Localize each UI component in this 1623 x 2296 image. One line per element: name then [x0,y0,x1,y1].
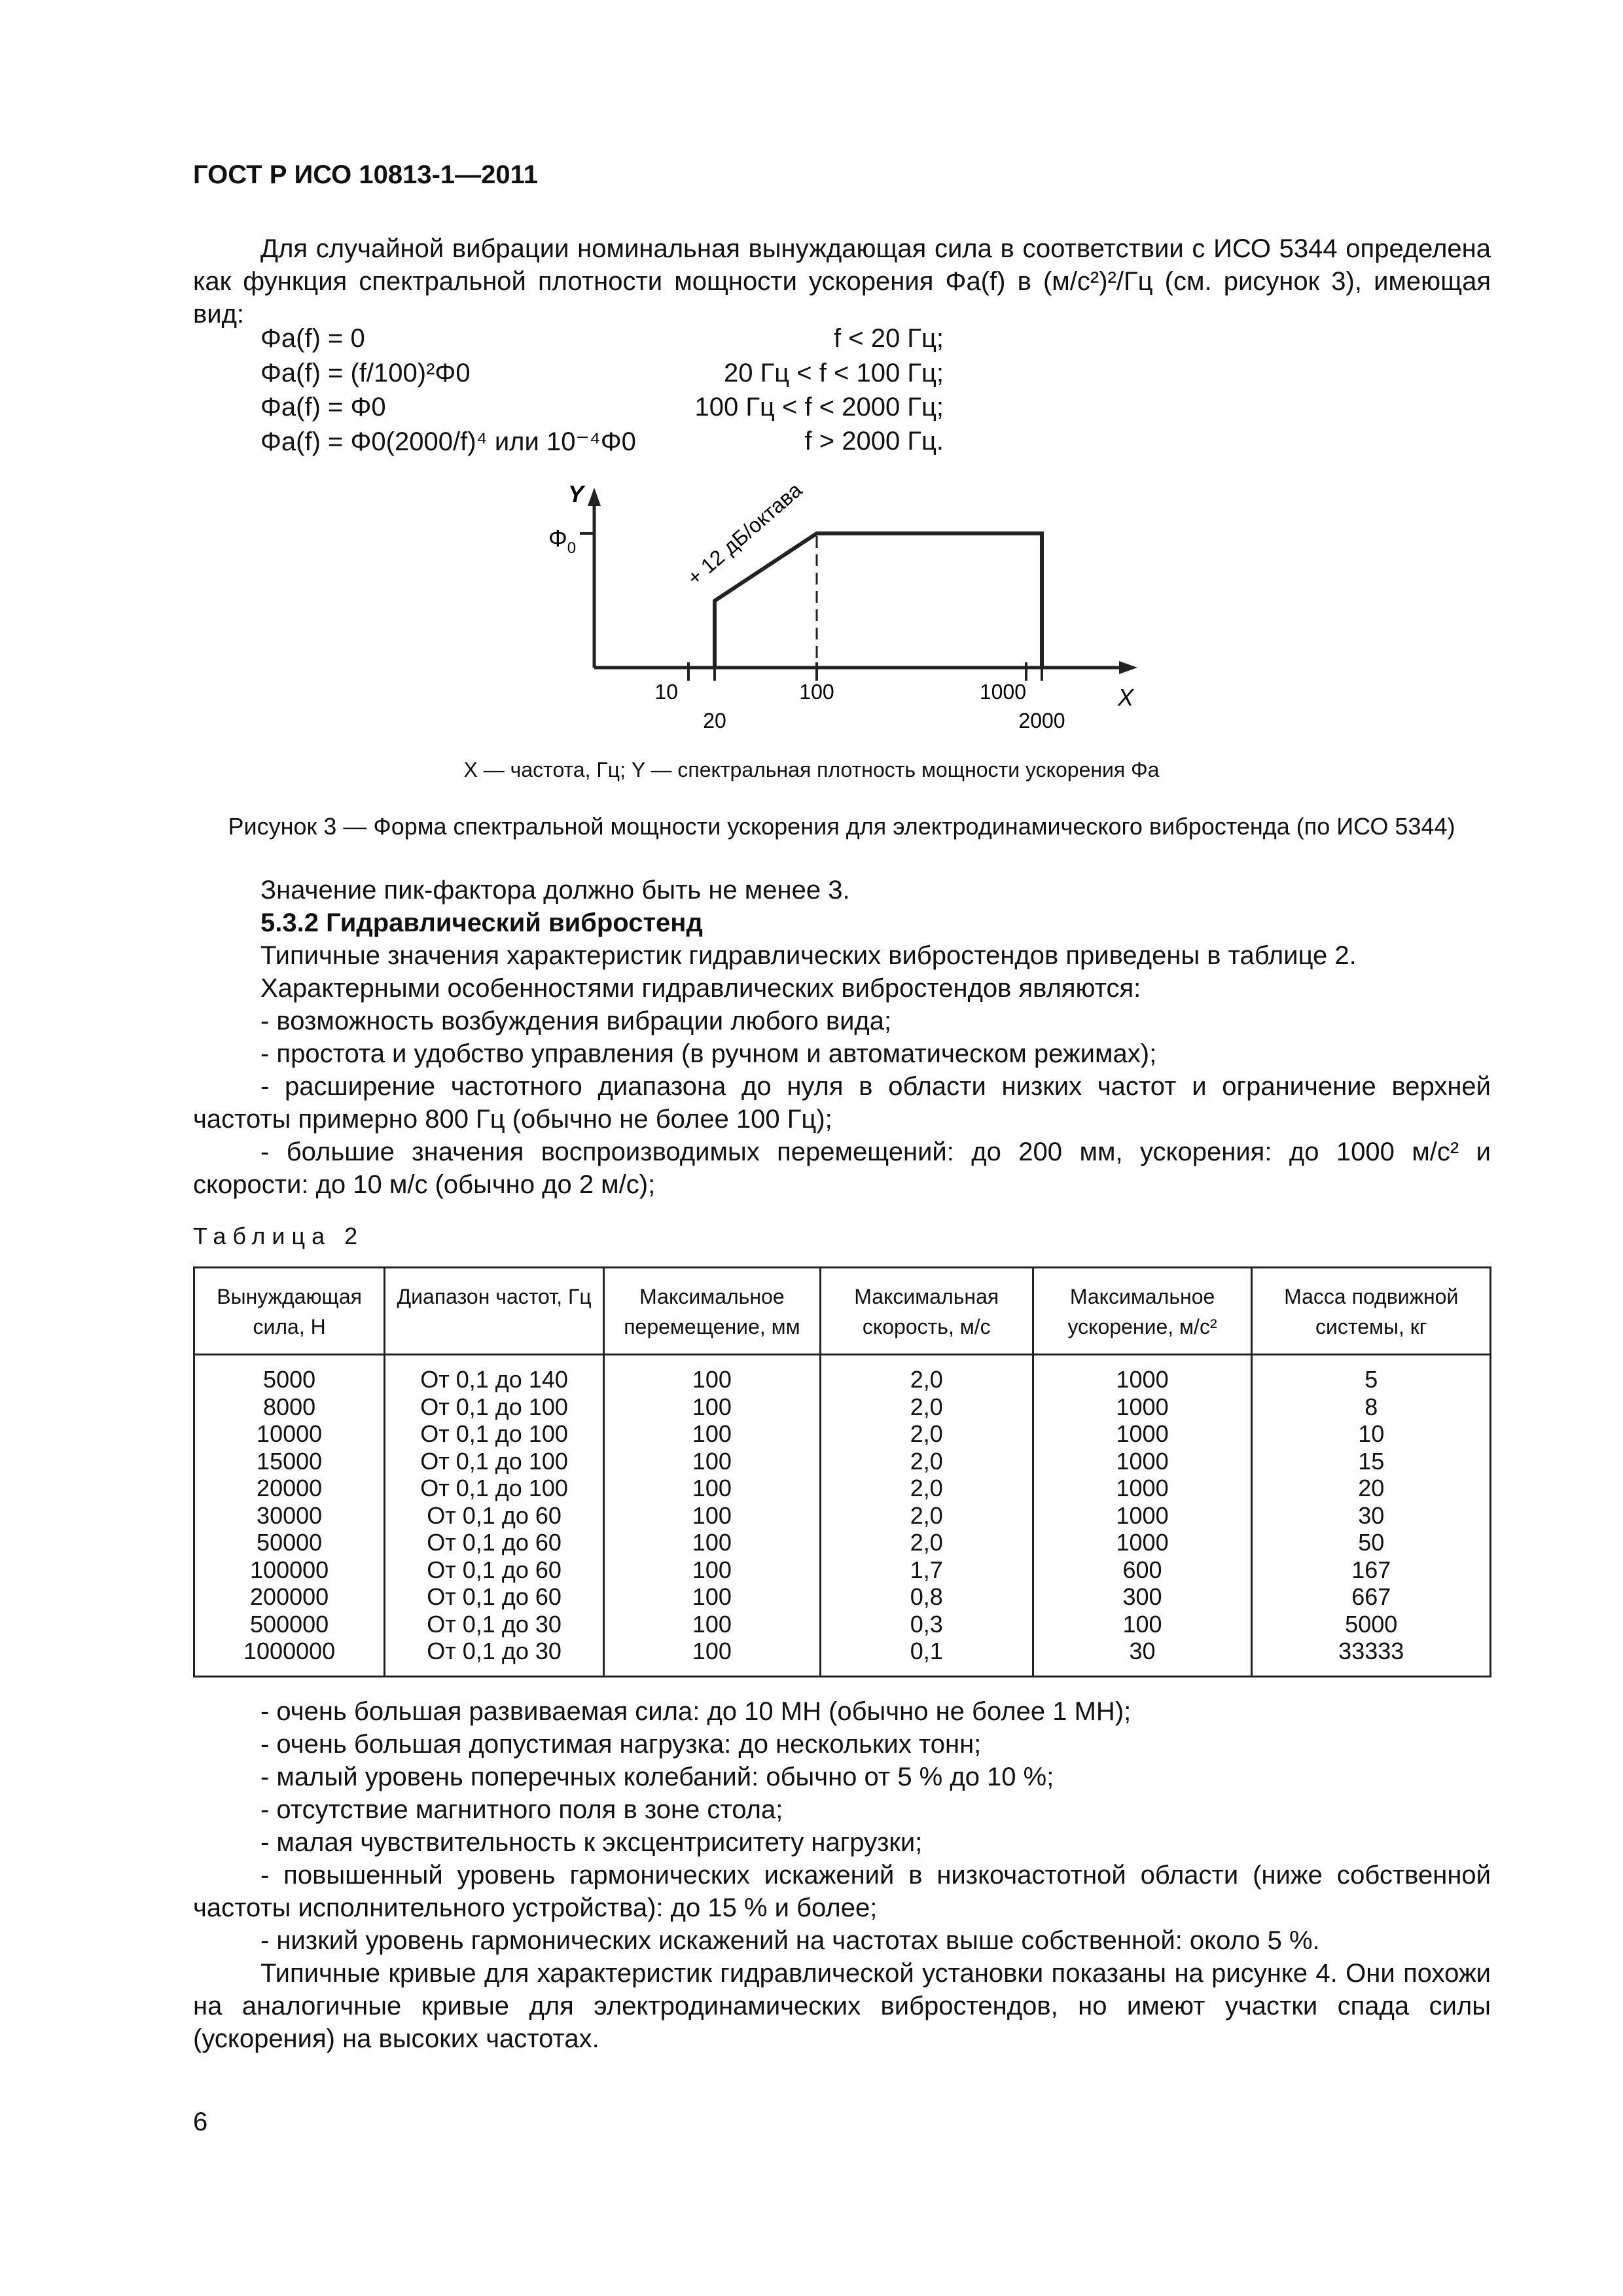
table-cell: 100 [1122,1610,1162,1638]
table-cell: От 0,1 до 60 [427,1529,562,1556]
table-cell: 33333 [1338,1638,1404,1664]
table-cell: 5000 [263,1366,316,1393]
formula-condition: 20 Гц < f < 100 Гц; [724,359,944,387]
y-tick-label: $\Phi_0$ [548,525,577,557]
table-cell: 100 [692,1529,732,1556]
column-max-velocity [820,1355,1033,1677]
table-cell: 30000 [257,1501,323,1529]
table-cell: От 0,1 до 100 [420,1447,568,1475]
bullet-item: - очень большая допустимая нагрузка: до нескольких тонн; [260,1730,982,1759]
column-frequency-range [385,1355,604,1677]
page-number: 6 [193,2108,208,2136]
bullet-item: - очень большая развиваемая сила: до 10 МН (обычно не более 1 МН); [260,1697,1132,1726]
header-moving-mass: Масса подвижной системы, кг [1252,1268,1491,1355]
table-cell: 100 [692,1638,732,1664]
formula-expression: Φa(f) = Φ0(2000/f)⁴ или 10⁻⁴Φ0 [260,427,636,456]
header-max-velocity: Максимальная скорость, м/с [820,1268,1033,1355]
table-cell: 1000 [1116,1501,1169,1529]
bullet-item: - низкий уровень гармонических искажений на частотах выше собственной: около 5 %. [260,1926,1320,1955]
x-tick-label: 10 [654,680,678,704]
table-cell: 100 [692,1556,732,1583]
table-body-row [194,1355,1491,1677]
table-cell: 300 [1122,1583,1162,1610]
table-cell: 500000 [250,1610,329,1638]
formula-expression: Φa(f) = Φ0 [260,393,386,422]
table-title: Таблица 2 [193,1223,365,1249]
table-cell: 50 [1358,1529,1385,1556]
bullet-item: - отсутствие магнитного поля в зоне стола; [260,1795,783,1824]
header-max-acceleration: Максимальное ускорение, м/с² [1033,1268,1252,1355]
column-force [194,1355,385,1677]
table-cell: 10000 [257,1420,323,1447]
table-cell: 1000 [1116,1475,1169,1501]
formula-expression: Φa(f) = (f/100)²Φ0 [260,359,471,387]
table-cell: 0,8 [910,1583,943,1610]
formula-condition: f > 2000 Гц. [804,427,944,456]
header-max-displacement: Максимальное перемещение, мм [603,1268,820,1355]
bullet-item: - малая чувствительность к эксцентриситету нагрузки; [260,1828,923,1857]
table-cell: 5 [1364,1366,1378,1393]
table-cell: От 0,1 до 100 [420,1393,568,1420]
x-tick-label: 100 [799,680,834,704]
bullet-item: - повышенный уровень гармонических искажений в низкочастотной области (ниже собственной частоты исполнительного устройства): до 15 % и более; [193,1861,1491,1922]
table-cell: От 0,1 до 140 [420,1366,568,1393]
table-cell: 2,0 [910,1366,943,1393]
formula-condition: 100 Гц < f < 2000 Гц; [694,393,944,422]
table-cell: 2,0 [910,1501,943,1529]
table-cell: От 0,1 до 100 [420,1420,568,1447]
bullet-item: - возможность возбуждения вибрации любого вида; [260,1007,892,1035]
bullet-item: - расширение частотного диапазона до нуля в области низких частот и ограничение верхней частоты примерно 800 Гц (обычно не более 100 Гц); [193,1072,1491,1134]
table-cell: 50000 [257,1529,323,1556]
table-cell: 30 [1129,1638,1156,1664]
table-cell: От 0,1 до 30 [427,1638,562,1664]
bullet-item: - малый уровень поперечных колебаний: обычно от 5 % до 10 %; [260,1763,1054,1791]
table-cell: От 0,1 до 60 [427,1501,562,1529]
table-cell: 0,1 [910,1638,943,1664]
closing-paragraph: Типичные кривые для характеристик гидравлической установки показаны на рисунке 4. Они похожи на аналогичные кривые для электродинамических вибростендов, но имеют участки спада силы (ускорения) на высоких частотах. [193,1959,1491,2053]
slope-annotation: + 12 дБ/октава [682,478,807,590]
figure-legend: X — частота, Гц; Y — спектральная плотность мощности ускорения Φa [463,758,1160,781]
intro-paragraph: Для случайной вибрации номинальная вынуждающая сила в соответствии с ИСО 5344 определена как функция спектральной плотности мощности ускорения Φa(f) в (м/с²)²/Гц (см. рисунок 3), имеющая вид: [193,234,1491,329]
table-cell: 1000 [1116,1420,1169,1447]
figure-caption: Рисунок 3 — Форма спектральной мощности ускорения для электродинамического вибростенда (по ИСО 5344) [228,813,1455,840]
table-cell: 30 [1358,1501,1385,1529]
table-cell: 100 [692,1583,732,1610]
table-cell: 100 [692,1393,732,1420]
table-cell: 0,3 [910,1610,943,1638]
table-cell: 100 [692,1610,732,1638]
x-tick-label: 20 [703,709,726,732]
bullet-item: - большие значения воспроизводимых перемещений: до 200 мм, ускорения: до 1000 м/с² и скорости: до 10 м/с (обычно до 2 м/с); [193,1138,1491,1199]
table-cell: 15000 [257,1447,323,1475]
table-cell: 1000 [1116,1447,1169,1475]
x-axis-arrow [1119,661,1137,674]
table-cell: 100 [692,1501,732,1529]
table-cell: 8000 [263,1393,316,1420]
bullet-item: - простота и удобство управления (в ручном и автоматическом режимах); [260,1039,1157,1068]
table-cell: От 0,1 до 60 [427,1583,562,1610]
peak-factor-text: Значение пик-фактора должно быть не менее 3. [260,876,850,905]
table-cell: 200000 [250,1583,329,1610]
y-axis-arrow [588,488,601,506]
table-cell: От 0,1 до 100 [420,1475,568,1501]
table-cell: 100 [692,1420,732,1447]
table-cell: 1000 [1116,1366,1169,1393]
typical-values-text: Типичные значения характеристик гидравлических вибростендов приведены в таблице 2. [260,941,1357,970]
table-header-row [194,1268,1491,1355]
table-cell: 10 [1358,1420,1385,1447]
features-intro: Характерными особенностями гидравлических вибростендов являются: [260,974,1141,1003]
table-cell: 2,0 [910,1475,943,1501]
table-cell: 667 [1351,1583,1391,1610]
table-cell: 100 [692,1447,732,1475]
column-moving-mass [1252,1355,1491,1677]
spectral-density-chart [0,0,1623,785]
x-tick-label: 1000 [979,680,1026,704]
table-cell: 15 [1358,1447,1385,1475]
header-frequency-range: Диапазон частот, Гц [385,1268,604,1355]
table-cell: 100000 [250,1556,329,1583]
header-force: Вынуждающая сила, Н [194,1268,385,1355]
column-max-displacement [603,1355,820,1677]
table-cell: От 0,1 до 30 [427,1610,562,1638]
spectral-density-curve [715,533,1042,668]
x-tick-label: 2000 [1018,709,1065,732]
table-cell: 20000 [257,1475,323,1501]
table-cell: От 0,1 до 60 [427,1556,562,1583]
table-cell: 2,0 [910,1420,943,1447]
section-title: 5.3.2 Гидравлический вибростенд [260,908,703,937]
table-cell: 1000 [1116,1393,1169,1420]
table-cell: 1000 [1116,1529,1169,1556]
y-axis-label: Y [568,480,584,507]
table-cell: 5000 [1345,1610,1398,1638]
formula-condition: f < 20 Гц; [834,324,944,353]
table-cell: 167 [1351,1556,1391,1583]
table-cell: 8 [1364,1393,1378,1420]
column-max-acceleration [1033,1355,1252,1677]
table-cell: 600 [1122,1556,1162,1583]
table-cell: 2,0 [910,1529,943,1556]
x-axis-label: X [1118,684,1134,711]
table-cell: 2,0 [910,1447,943,1475]
table-cell: 2,0 [910,1393,943,1420]
table-cell: 100 [692,1475,732,1501]
formula-expression: Φa(f) = 0 [260,324,365,353]
table-cell: 1000000 [243,1638,336,1664]
table-cell: 1,7 [910,1556,943,1583]
table-cell: 100 [692,1366,732,1393]
table-cell: 20 [1358,1475,1385,1501]
characteristics-table [193,1266,1491,1677]
document-header: ГОСТ Р ИСО 10813-1—2011 [193,160,538,189]
